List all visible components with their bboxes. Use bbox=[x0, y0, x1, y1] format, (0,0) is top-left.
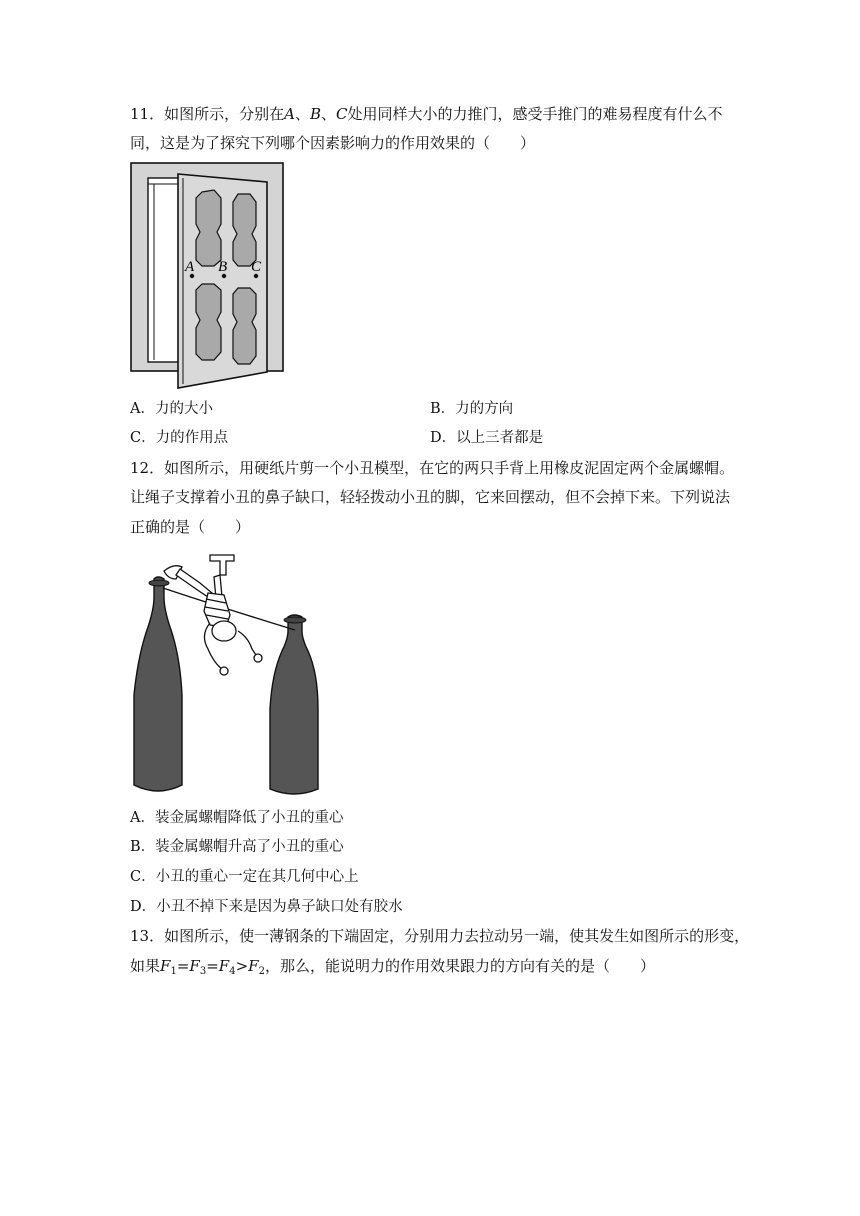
q13-f3: F bbox=[189, 957, 200, 975]
q11-option-a: A．力的大小 bbox=[130, 401, 213, 417]
door-opening bbox=[148, 178, 182, 362]
q11-point-b: B bbox=[309, 105, 321, 123]
q13-text-post: ，那么，能说明力的作用效果跟力的方向有关的是（ ） bbox=[264, 957, 655, 975]
q12-line1: 12．如图所示，用硬纸片剪一个小丑模型，在它的两只手背上用橡皮泥固定两个金属螺帽。 bbox=[130, 459, 735, 477]
q11-sep1: 、 bbox=[294, 105, 310, 123]
right-bottle bbox=[270, 615, 318, 794]
q11-line1 bbox=[130, 104, 723, 124]
q13-eq2: = bbox=[206, 957, 219, 975]
q12-option-c: C．小丑的重心一定在其几何中心上 bbox=[130, 869, 359, 885]
q11-text-pre: 11．如图所示，分别在 bbox=[130, 105, 285, 123]
q11-option-d: D．以上三者都是 bbox=[430, 430, 544, 446]
q13-f2: F bbox=[248, 957, 259, 975]
q12-line2: 让绳子支撑着小丑的鼻子缺口，轻轻拨动小丑的脚，它来回摆动，但不会掉下来。下列说法 bbox=[130, 488, 731, 506]
q12-option-b: B．装金属螺帽升高了小丑的重心 bbox=[130, 839, 344, 855]
label-a: A bbox=[185, 259, 195, 275]
q11-option-b: B．力的方向 bbox=[430, 401, 514, 417]
q13-text-pre: 如果 bbox=[130, 957, 161, 975]
q11-point-c: C bbox=[336, 105, 348, 123]
q13-gt: > bbox=[235, 957, 249, 975]
clown-figure bbox=[130, 545, 330, 797]
q12-line3: 正确的是（ ） bbox=[130, 518, 251, 536]
label-b: B bbox=[218, 259, 228, 275]
door-panel-top-left bbox=[196, 190, 221, 266]
q13-f4: F bbox=[218, 957, 230, 975]
q13-line1: 13．如图所示，使一薄钢条的下端固定，分别用力去拉动另一端，使其发生如图所示的形变， bbox=[130, 927, 750, 945]
q11-sep2: 、 bbox=[320, 105, 336, 123]
q12-option-a: A．装金属螺帽降低了小丑的重心 bbox=[130, 810, 344, 826]
q11-option-c: C．力的作用点 bbox=[130, 430, 229, 446]
door-panel-bottom-left bbox=[196, 284, 221, 360]
q11-line2: 同，这是为了探究下列哪个因素影响力的作用效果的（ ） bbox=[130, 134, 536, 152]
door-figure bbox=[130, 160, 285, 392]
door-panel-top-right bbox=[233, 194, 256, 266]
left-bottle bbox=[134, 577, 182, 791]
q12-option-d: D．小丑不掉下来是因为鼻子缺口处有胶水 bbox=[130, 899, 403, 915]
q11-text-post: 处用同样大小的力推门，感受手推门的难易程度有什么不 bbox=[347, 105, 723, 123]
q11-point-a: A bbox=[284, 105, 295, 123]
label-c: C bbox=[251, 259, 262, 275]
door-panel-bottom-right bbox=[233, 288, 256, 364]
q13-sub3: 3 bbox=[199, 966, 207, 977]
q13-line2 bbox=[130, 956, 655, 982]
q13-eq1: = bbox=[176, 957, 190, 975]
q13-f1: F bbox=[160, 957, 171, 975]
q13-sub2: 2 bbox=[258, 966, 265, 977]
q13-sub1: 1 bbox=[170, 966, 177, 977]
q13-sub4: 4 bbox=[229, 966, 236, 977]
